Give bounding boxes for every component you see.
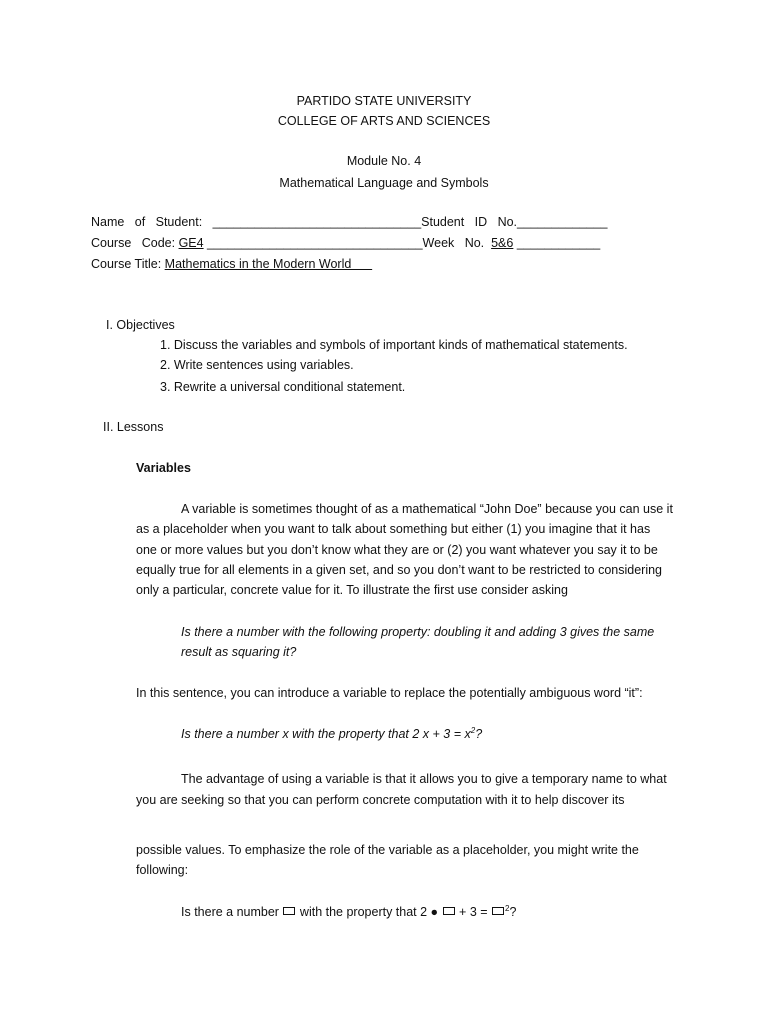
- question-mark: ?: [475, 727, 483, 741]
- student-name-line: [91, 215, 607, 229]
- variable-question: [181, 726, 482, 741]
- college-name: COLLEGE OF ARTS AND SCIENCES: [277, 114, 491, 128]
- university-name: PARTIDO STATE UNIVERSITY: [296, 94, 472, 108]
- lessons-heading: II. Lessons: [103, 420, 164, 434]
- objective-item: 1. Discuss the variables and symbols of important kinds of mathematical statements.: [160, 338, 628, 352]
- paragraph-line: A variable is sometimes thought of as a mathematical “John Doe” because you can use it: [181, 502, 673, 516]
- box-placeholder-icon: [283, 907, 295, 915]
- paragraph-line: The advantage of using a variable is that it allows you to give a temporary name to what: [181, 772, 667, 786]
- quote-line: Is there a number with the following property: doubling it and adding 3 gives the same: [181, 625, 655, 639]
- name-id-label: Name of Student: ______________________________Student ID No.__: [91, 215, 531, 229]
- objective-item: 3. Rewrite a universal conditional statement.: [160, 380, 406, 394]
- week-value: 5&6: [491, 236, 514, 250]
- paragraph-line: equally true for all elements in a given set, and so you don’t want to be restricted to considering: [136, 563, 662, 577]
- box-placeholder-icon: [443, 907, 455, 915]
- course-title-label: Course Title:: [91, 257, 162, 271]
- course-title-value: Mathematics in the Modern World: [164, 257, 373, 271]
- objectives-heading: I. Objectives: [106, 318, 175, 332]
- course-code-label: Course Code:: [91, 236, 176, 250]
- box-question-plus: + 3 =: [455, 905, 492, 919]
- paragraph-line: possible values. To emphasize the role of the variable as a placeholder, you might write the: [136, 843, 639, 857]
- student-id-blank: ___________: [530, 215, 608, 229]
- question-mark: ?: [509, 905, 517, 919]
- week-label: _______________________________Week No.: [203, 236, 492, 250]
- module-number: Module No. 4: [346, 154, 422, 168]
- course-title-line: [91, 257, 372, 271]
- box-question-mid: with the property that 2 ●: [296, 905, 442, 919]
- course-code-line: [91, 236, 600, 250]
- paragraph-line: as a placeholder when you want to talk about something but either (1) you imagine that it has: [136, 522, 651, 536]
- box-question-start: Is there a number: [181, 905, 283, 919]
- objective-item: 2. Write sentences using variables.: [160, 358, 354, 372]
- module-title: Mathematical Language and Symbols: [279, 176, 489, 190]
- box-placeholder-question: [181, 904, 516, 919]
- quote-line: result as squaring it?: [181, 645, 297, 659]
- variable-question-text: Is there a number x with the property that 2 x + 3 = x: [181, 727, 471, 741]
- paragraph-line: you are seeking so that you can perform concrete computation with it to help discover its: [136, 793, 625, 807]
- week-blank: ____________: [513, 236, 601, 250]
- paragraph-line: only a particular, concrete value for it. To illustrate the first use consider asking: [136, 583, 568, 597]
- course-code-value: GE4: [178, 236, 204, 250]
- exponent: 2: [470, 726, 476, 735]
- variables-subheading: Variables: [136, 461, 191, 475]
- paragraph-line: following:: [136, 863, 189, 877]
- exponent: 2: [505, 904, 510, 913]
- box-placeholder-icon: [492, 907, 504, 915]
- paragraph-line: In this sentence, you can introduce a variable to replace the potentially ambiguous word “it”:: [136, 686, 643, 700]
- paragraph-line: one or more values but you don’t know what they are or (2) you want whatever you say it to be: [136, 543, 658, 557]
